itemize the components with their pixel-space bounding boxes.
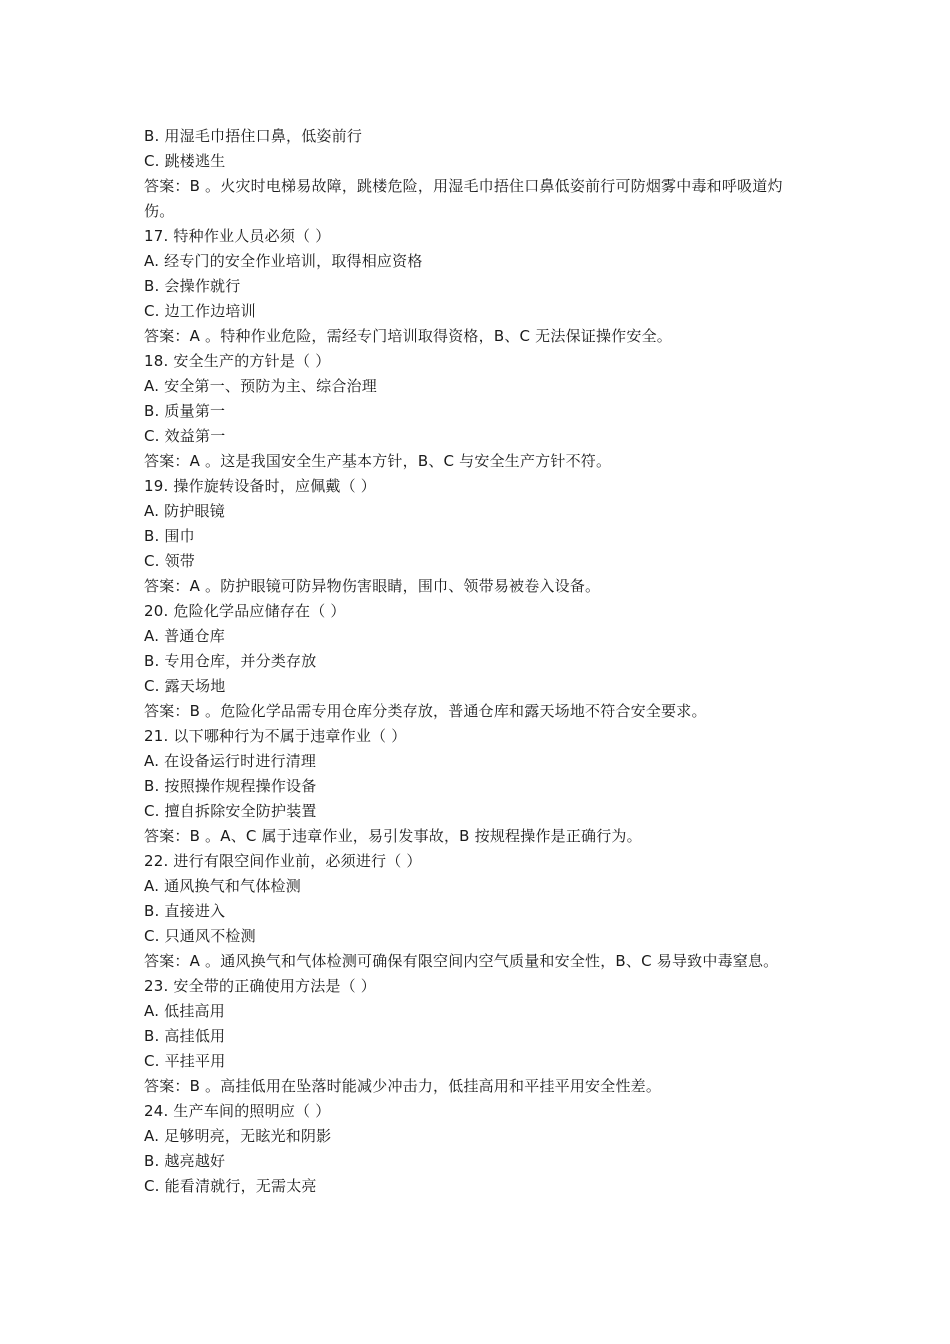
option-line: A. 安全第一、预防为主、综合治理 [144, 377, 377, 395]
option-line: A. 经专门的安全作业培训，取得相应资格 [144, 252, 423, 270]
option-line: C. 只通风不检测 [144, 927, 256, 945]
option-line: A. 低挂高用 [144, 1002, 225, 1020]
option-line: B. 高挂低用 [144, 1027, 226, 1045]
question-line: 21. 以下哪种行为不属于违章作业（ ） [144, 727, 407, 745]
option-line: B. 专用仓库，并分类存放 [144, 652, 317, 670]
question-line: 22. 进行有限空间作业前，必须进行（ ） [144, 852, 422, 870]
option-line: C. 露天场地 [144, 677, 226, 695]
option-line: B. 直接进入 [144, 902, 226, 920]
option-line: C. 平挂平用 [144, 1052, 226, 1070]
question-line: 18. 安全生产的方针是（ ） [144, 352, 331, 370]
option-line: A. 普通仓库 [144, 627, 225, 645]
option-line: A. 足够明亮，无眩光和阴影 [144, 1127, 332, 1145]
answer-paragraph: 答案：B 。火灾时电梯易故障，跳楼危险，用湿毛巾捂住口鼻低姿前行可防烟雾中毒和呼吸道灼伤。 [144, 177, 783, 220]
option-line: B. 用湿毛巾捂住口鼻，低姿前行 [144, 127, 363, 145]
option-line: B. 会操作就行 [144, 277, 241, 295]
answer-paragraph: 答案：A 。特种作业危险，需经专门培训取得资格，B、C 无法保证操作安全。 [144, 327, 672, 345]
answer-paragraph: 答案：B 。危险化学品需专用仓库分类存放，普通仓库和露天场地不符合安全要求。 [144, 702, 707, 720]
option-line: C. 效益第一 [144, 427, 226, 445]
option-line: B. 越亮越好 [144, 1152, 226, 1170]
question-line: 20. 危险化学品应储存在（ ） [144, 602, 346, 620]
option-line: C. 领带 [144, 552, 196, 570]
option-line: C. 能看清就行，无需太亮 [144, 1177, 317, 1195]
option-line: A. 防护眼镜 [144, 502, 225, 520]
document-body [144, 124, 810, 1199]
option-line: C. 擅自拆除安全防护装置 [144, 802, 317, 820]
answer-paragraph: 答案：B 。A、C 属于违章作业，易引发事故，B 按规程操作是正确行为。 [144, 827, 642, 845]
option-line: A. 在设备运行时进行清理 [144, 752, 317, 770]
answer-paragraph: 答案：A 。防护眼镜可防异物伤害眼睛，围巾、领带易被卷入设备。 [144, 577, 601, 595]
answer-paragraph: 答案：A 。这是我国安全生产基本方针，B、C 与安全生产方针不符。 [144, 452, 612, 470]
option-line: C. 跳楼逃生 [144, 152, 226, 170]
option-line: C. 边工作边培训 [144, 302, 256, 320]
answer-paragraph: 答案：B 。高挂低用在坠落时能减少冲击力，低挂高用和平挂平用安全性差。 [144, 1077, 662, 1095]
option-line: A. 通风换气和气体检测 [144, 877, 301, 895]
option-line: B. 质量第一 [144, 402, 226, 420]
question-line: 24. 生产车间的照明应（ ） [144, 1102, 331, 1120]
question-line: 17. 特种作业人员必须（ ） [144, 227, 331, 245]
option-line: B. 按照操作规程操作设备 [144, 777, 317, 795]
question-line: 23. 安全带的正确使用方法是（ ） [144, 977, 376, 995]
answer-paragraph: 答案：A 。通风换气和气体检测可确保有限空间内空气质量和安全性，B、C 易导致中毒窒息。 [144, 952, 779, 970]
option-line: B. 围巾 [144, 527, 195, 545]
question-line: 19. 操作旋转设备时，应佩戴（ ） [144, 477, 376, 495]
